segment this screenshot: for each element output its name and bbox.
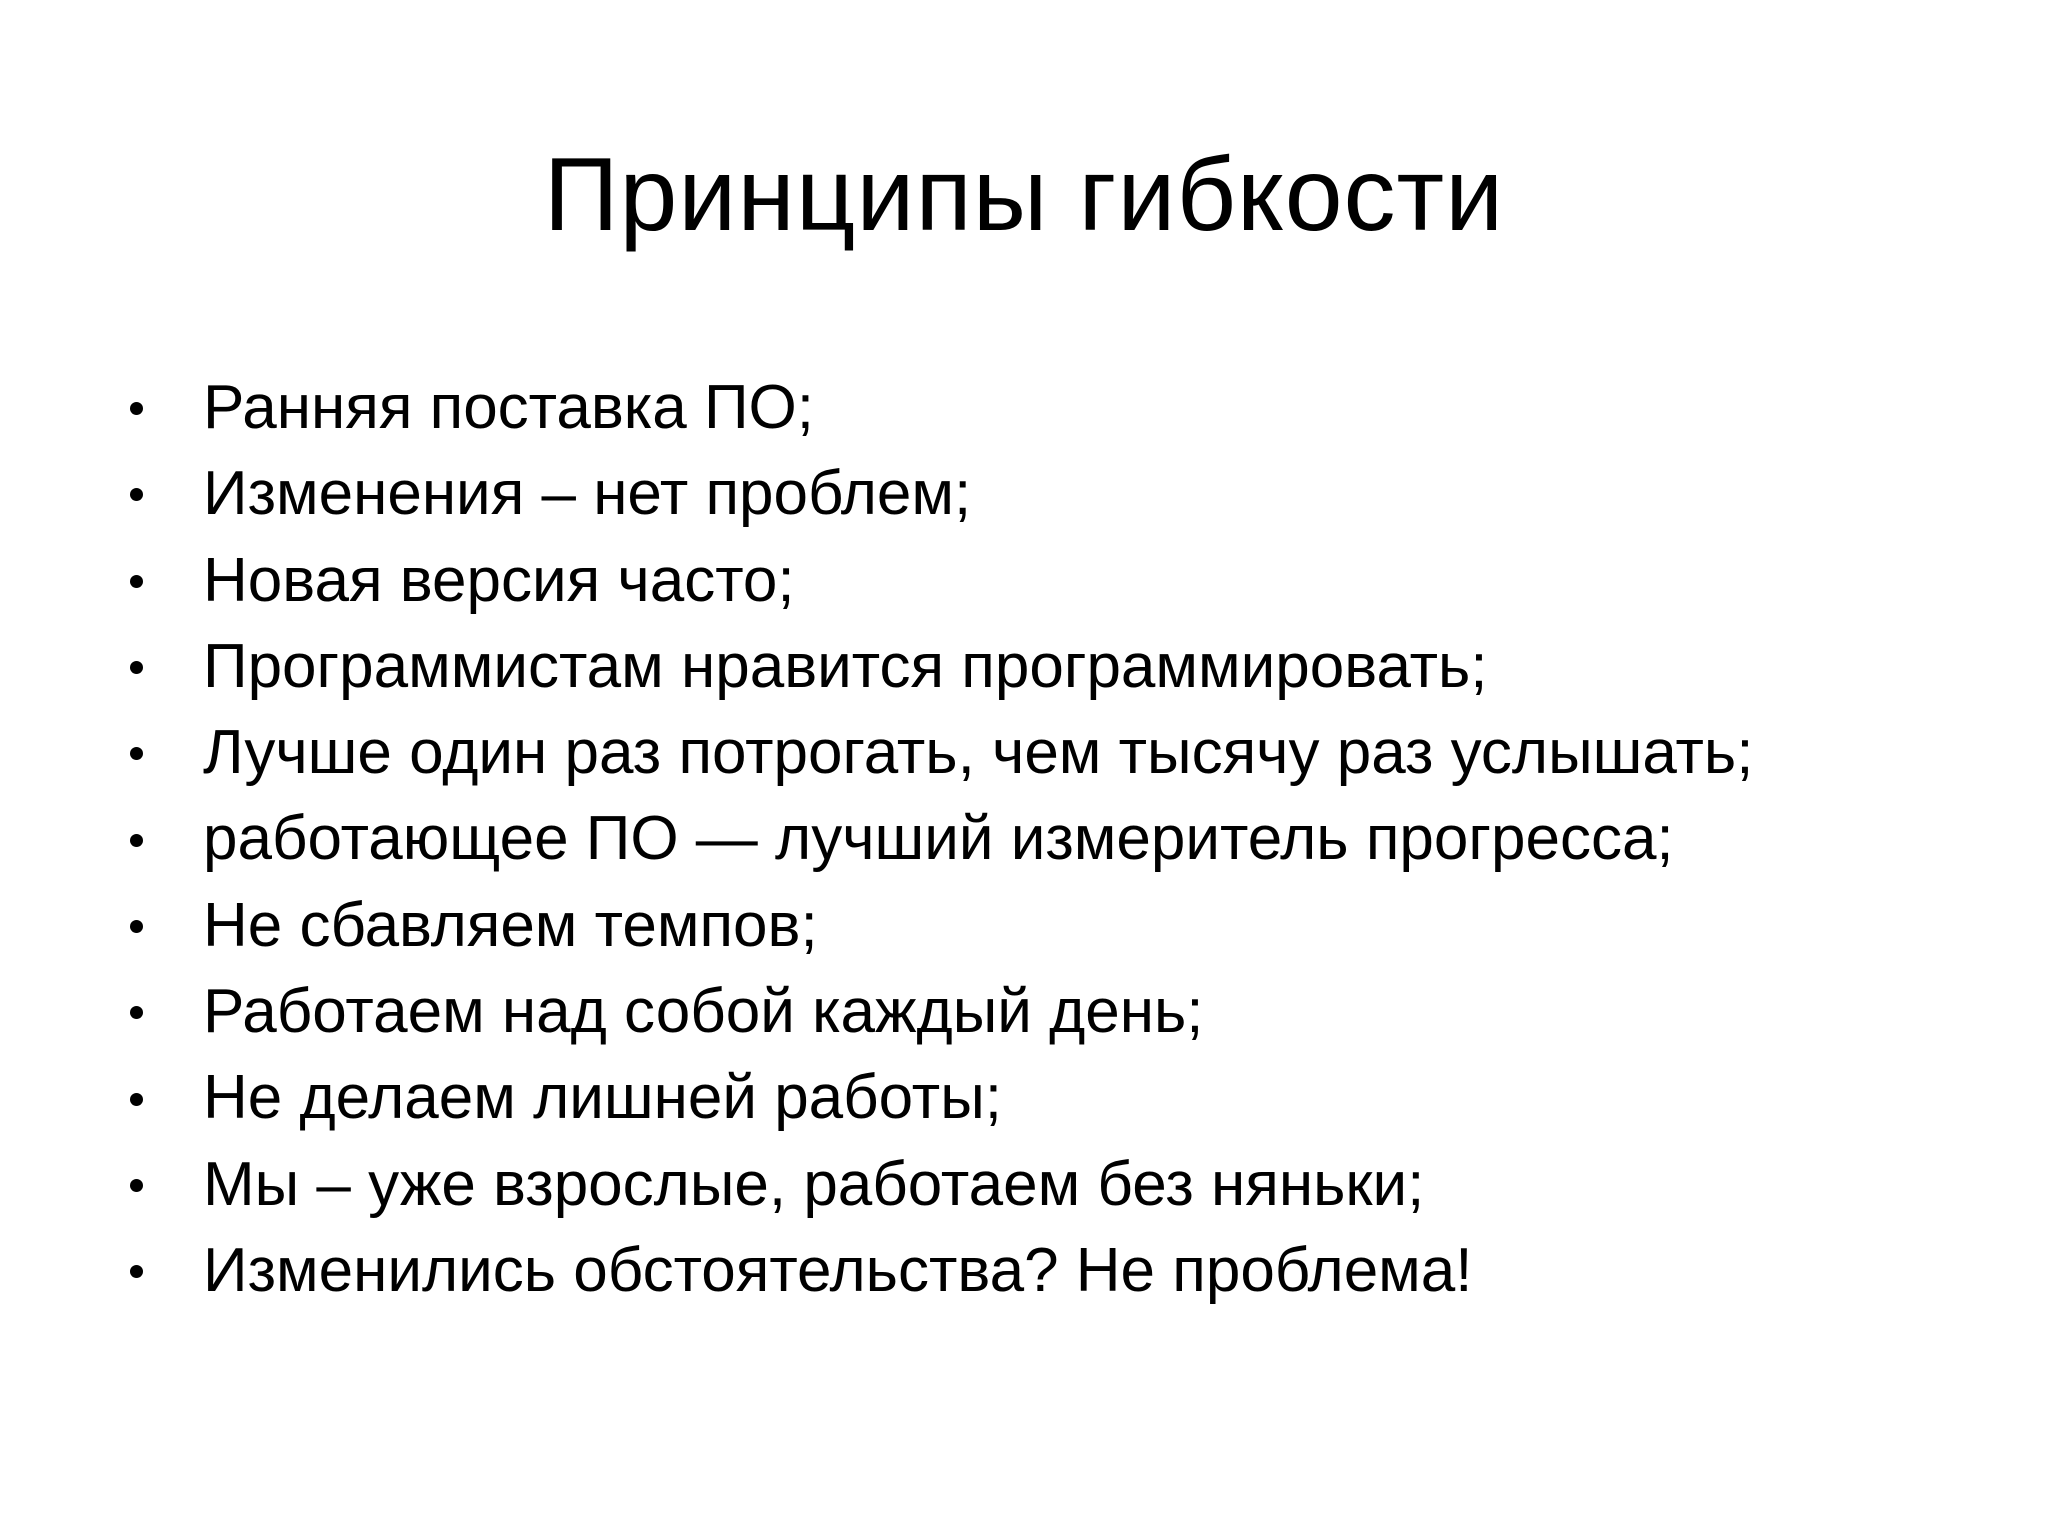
bullet-dot-icon bbox=[130, 1093, 143, 1106]
list-item bbox=[120, 710, 1980, 796]
list-item bbox=[120, 451, 1980, 537]
bullet-text: Программистам нравится программировать; bbox=[203, 631, 1488, 701]
bullet-dot-icon bbox=[130, 402, 143, 415]
bullet-text: Лучше один раз потрогать, чем тысячу раз услышать; bbox=[203, 718, 1754, 788]
bullet-text: работающее ПО — лучший измеритель прогресса; bbox=[203, 804, 1674, 874]
list-item bbox=[120, 1228, 1980, 1314]
bullet-dot-icon bbox=[130, 920, 143, 933]
list-item bbox=[120, 796, 1980, 882]
list-item bbox=[120, 538, 1980, 624]
bullet-text: Ранняя поставка ПО; bbox=[203, 373, 815, 442]
bullet-dot-icon bbox=[130, 661, 143, 674]
bullet-text: Не делаем лишней работы; bbox=[203, 1063, 1002, 1133]
bullet-dot-icon bbox=[130, 1265, 143, 1278]
slide-title: Принципы гибкости bbox=[543, 137, 1505, 253]
list-item bbox=[120, 883, 1980, 969]
bullet-text: Не сбавляем темпов; bbox=[203, 890, 818, 960]
list-item bbox=[120, 624, 1980, 710]
bullet-dot-icon bbox=[130, 747, 143, 760]
bullet-text: Работаем над собой каждый день; bbox=[203, 977, 1204, 1047]
list-item bbox=[120, 365, 1980, 451]
bullet-dot-icon bbox=[130, 575, 143, 588]
bullet-dot-icon bbox=[130, 1179, 143, 1192]
list-item bbox=[120, 1055, 1980, 1141]
bullet-text: Изменились обстоятельства? Не проблема! bbox=[203, 1235, 1473, 1305]
bullet-text: Мы – уже взрослые, работаем без няньки; bbox=[203, 1149, 1425, 1219]
bullet-text: Новая версия часто; bbox=[203, 545, 795, 615]
bullet-dot-icon bbox=[130, 1006, 143, 1019]
list-item bbox=[120, 969, 1980, 1055]
bullet-list bbox=[120, 365, 1980, 1314]
bullet-dot-icon bbox=[130, 834, 143, 847]
bullet-text: Изменения – нет проблем; bbox=[203, 459, 972, 529]
list-item bbox=[120, 1142, 1980, 1228]
bullet-dot-icon bbox=[130, 488, 143, 501]
